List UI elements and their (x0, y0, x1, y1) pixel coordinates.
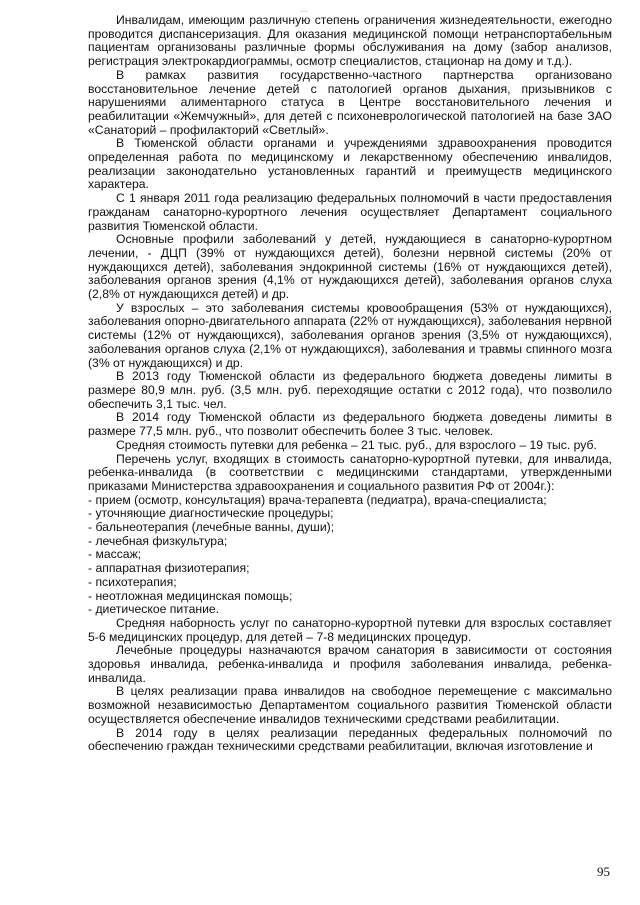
service-item: - бальнеотерапия (лечебные ванны, души); (88, 520, 335, 535)
page-number: 95 (597, 864, 610, 879)
service-item: - неотложная медицинская помощь; (88, 588, 293, 603)
paragraph-3: В Тюменской области органами и учреждениями здравоохранения проводится определенная работа по медицинскому и лекарственному обеспечению инвалидов, реализации законодательно установленных гарантий и преимуществ медицинского характера. (88, 136, 612, 192)
service-item: - уточняющие диагностические процедуры; (88, 506, 334, 521)
paragraph-10: Перечень услуг, входящих в стоимость санаторно-курортной путевки, для инвалида, ребенка-инвалида (в соответствии с медицинскими стандартами, утвержденными приказами Министерства здравоохранения и социального развития РФ от 2004г.): (88, 451, 612, 493)
paragraph-9: Средняя стоимость путевки для ребенка – 21 тыс. руб., для взрослого – 19 тыс. руб. (116, 437, 597, 452)
paragraph-1: Инвалидам, имеющим различную степень ограничения жизнедеятельности, ежегодно проводится диспансеризация. Для оказания медицинской помощи нетранспортабельным пациентам организованы различные формы обслуживания на дому (забор анализов, регистрация электрокардиограммы, осмотр специалистов, стационар на дому и т.д.). (88, 13, 612, 69)
paragraph-4: С 1 января 2011 года реализацию федеральных полномочий в части предоставления гражданам санаторно-курортного лечения осуществляет Департамент социального развития Тюменской области. (88, 191, 612, 233)
document-body (88, 14, 612, 754)
paragraph-12: Лечебные процедуры назначаются врачом санатория в зависимости от состояния здоровья инвалида, ребенка-инвалида и профиля заболевания инвалида, ребенка-инвалида. (88, 643, 612, 685)
service-item: - прием (осмотр, консультация) врача-терапевта (педиатра), врача-специалиста; (88, 492, 547, 507)
service-item: - диетическое питание. (88, 602, 220, 617)
paragraph-13: В целях реализации права инвалидов на свободное перемещение с максимально возможной независимостью Департаментом социального развития Тюменской области осуществляется обеспечение инвалидов техническими средствами реабилитации. (88, 684, 612, 726)
paragraph-11: Средняя наборность услуг по санаторно-курортной путевки для взрослых составляет 5-6 медицинских процедур, для детей – 7-8 медицинских процедур. (88, 615, 612, 644)
paragraph-14: В 2014 году в целях реализации переданных федеральных полномочий по обеспечению граждан техническими средствами реабилитации, включая изготовление и (88, 725, 612, 754)
service-item: - аппаратная физиотерапия; (88, 561, 250, 576)
paragraph-5: Основные профили заболеваний у детей, нуждающиеся в санаторно-курортном лечении, - ДЦП (39% от нуждающихся детей), болезни нервной системы (20% от нуждающихся детей), заболевания эндокринной системы (16% от нуждающихся детей), заболевания органов зрения (4,1% от нуждающихся детей), заболевания органов слуха (2,8% от нуждающихся детей) и др. (88, 232, 612, 302)
paragraph-7: В 2013 году Тюменской области из федерального бюджета доведены лимиты в размере 80,9 млн. руб. (3,5 млн. руб. переходящие остатки с 2012 года), что позволило обеспечить 3,1 тыс. чел. (88, 369, 612, 411)
paragraph-8: В 2014 году Тюменской области из федерального бюджета доведены лимиты в размере 77,5 млн. руб., что позволит обеспечить более 3 тыс. человек. (88, 410, 612, 439)
paragraph-6: У взрослых – это заболевания системы кровообращения (53% от нуждающихся), заболевания опорно-двигательного аппарата (22% от нуждающихся), заболевания нервной системы (12% от нуждающихся), заболевания органов зрения (3,5% от нуждающихся), заболевания органов слуха (2,1% от нуждающихся), заболевания и травмы спинного мозга (3% от нуждающихся) и др. (88, 300, 612, 370)
service-item: - лечебная физкультура; (88, 533, 228, 548)
paragraph-2: В рамках развития государственно-частного партнерства организовано восстановительное лечение детей с патологией органов дыхания, призывников с нарушениями алиментарного статуса в Центре восстановительного лечения и реабилитации «Жемчужный», для детей с психоневрологической патологией на базе ЗАО «Санаторий – профилакторий «Светлый». (88, 67, 612, 137)
header-mark: … (300, 5, 309, 14)
service-item: - психотерапия; (88, 574, 177, 589)
service-item: - массаж; (88, 547, 142, 562)
